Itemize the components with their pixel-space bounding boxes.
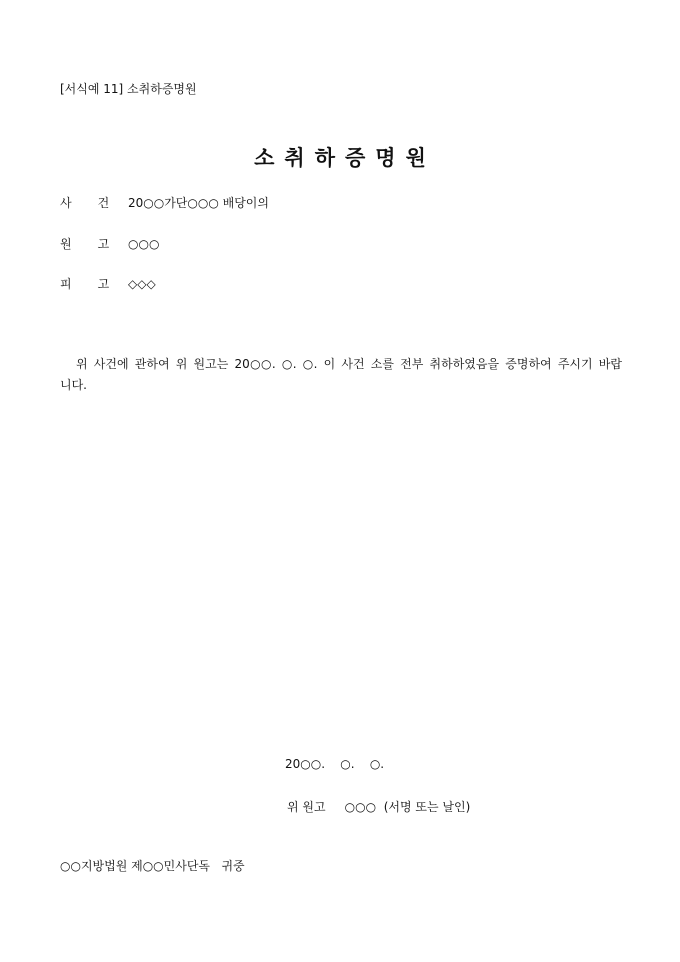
case-value: 20○○가단○○○ 배당이의 <box>128 196 269 210</box>
defendant-field <box>60 275 156 292</box>
case-label: 사건 <box>60 196 136 210</box>
defendant-value: ◇◇◇ <box>128 277 156 291</box>
case-field <box>60 194 269 211</box>
plaintiff-label: 원고 <box>60 237 136 251</box>
signer-line: 위 원고 ○○○ (서명 또는 날인) <box>287 800 471 814</box>
plaintiff-field <box>60 235 159 252</box>
addressee-line: ○○지방법원 제○○민사단독 귀중 <box>60 859 245 873</box>
defendant-label: 피고 <box>60 277 136 291</box>
plaintiff-value: ○○○ <box>128 237 160 251</box>
document-title: 소취하증명원 <box>254 145 436 170</box>
form-label: [서식예 11] 소취하증명원 <box>60 82 197 96</box>
body-paragraph: 위 사건에 관하여 위 원고는 20○○. ○. ○. 이 사건 소를 전부 취하하였음을 증명하여 주시기 바랍니다. <box>60 357 622 392</box>
date-line: 20○○. ○. ○. <box>285 757 385 771</box>
